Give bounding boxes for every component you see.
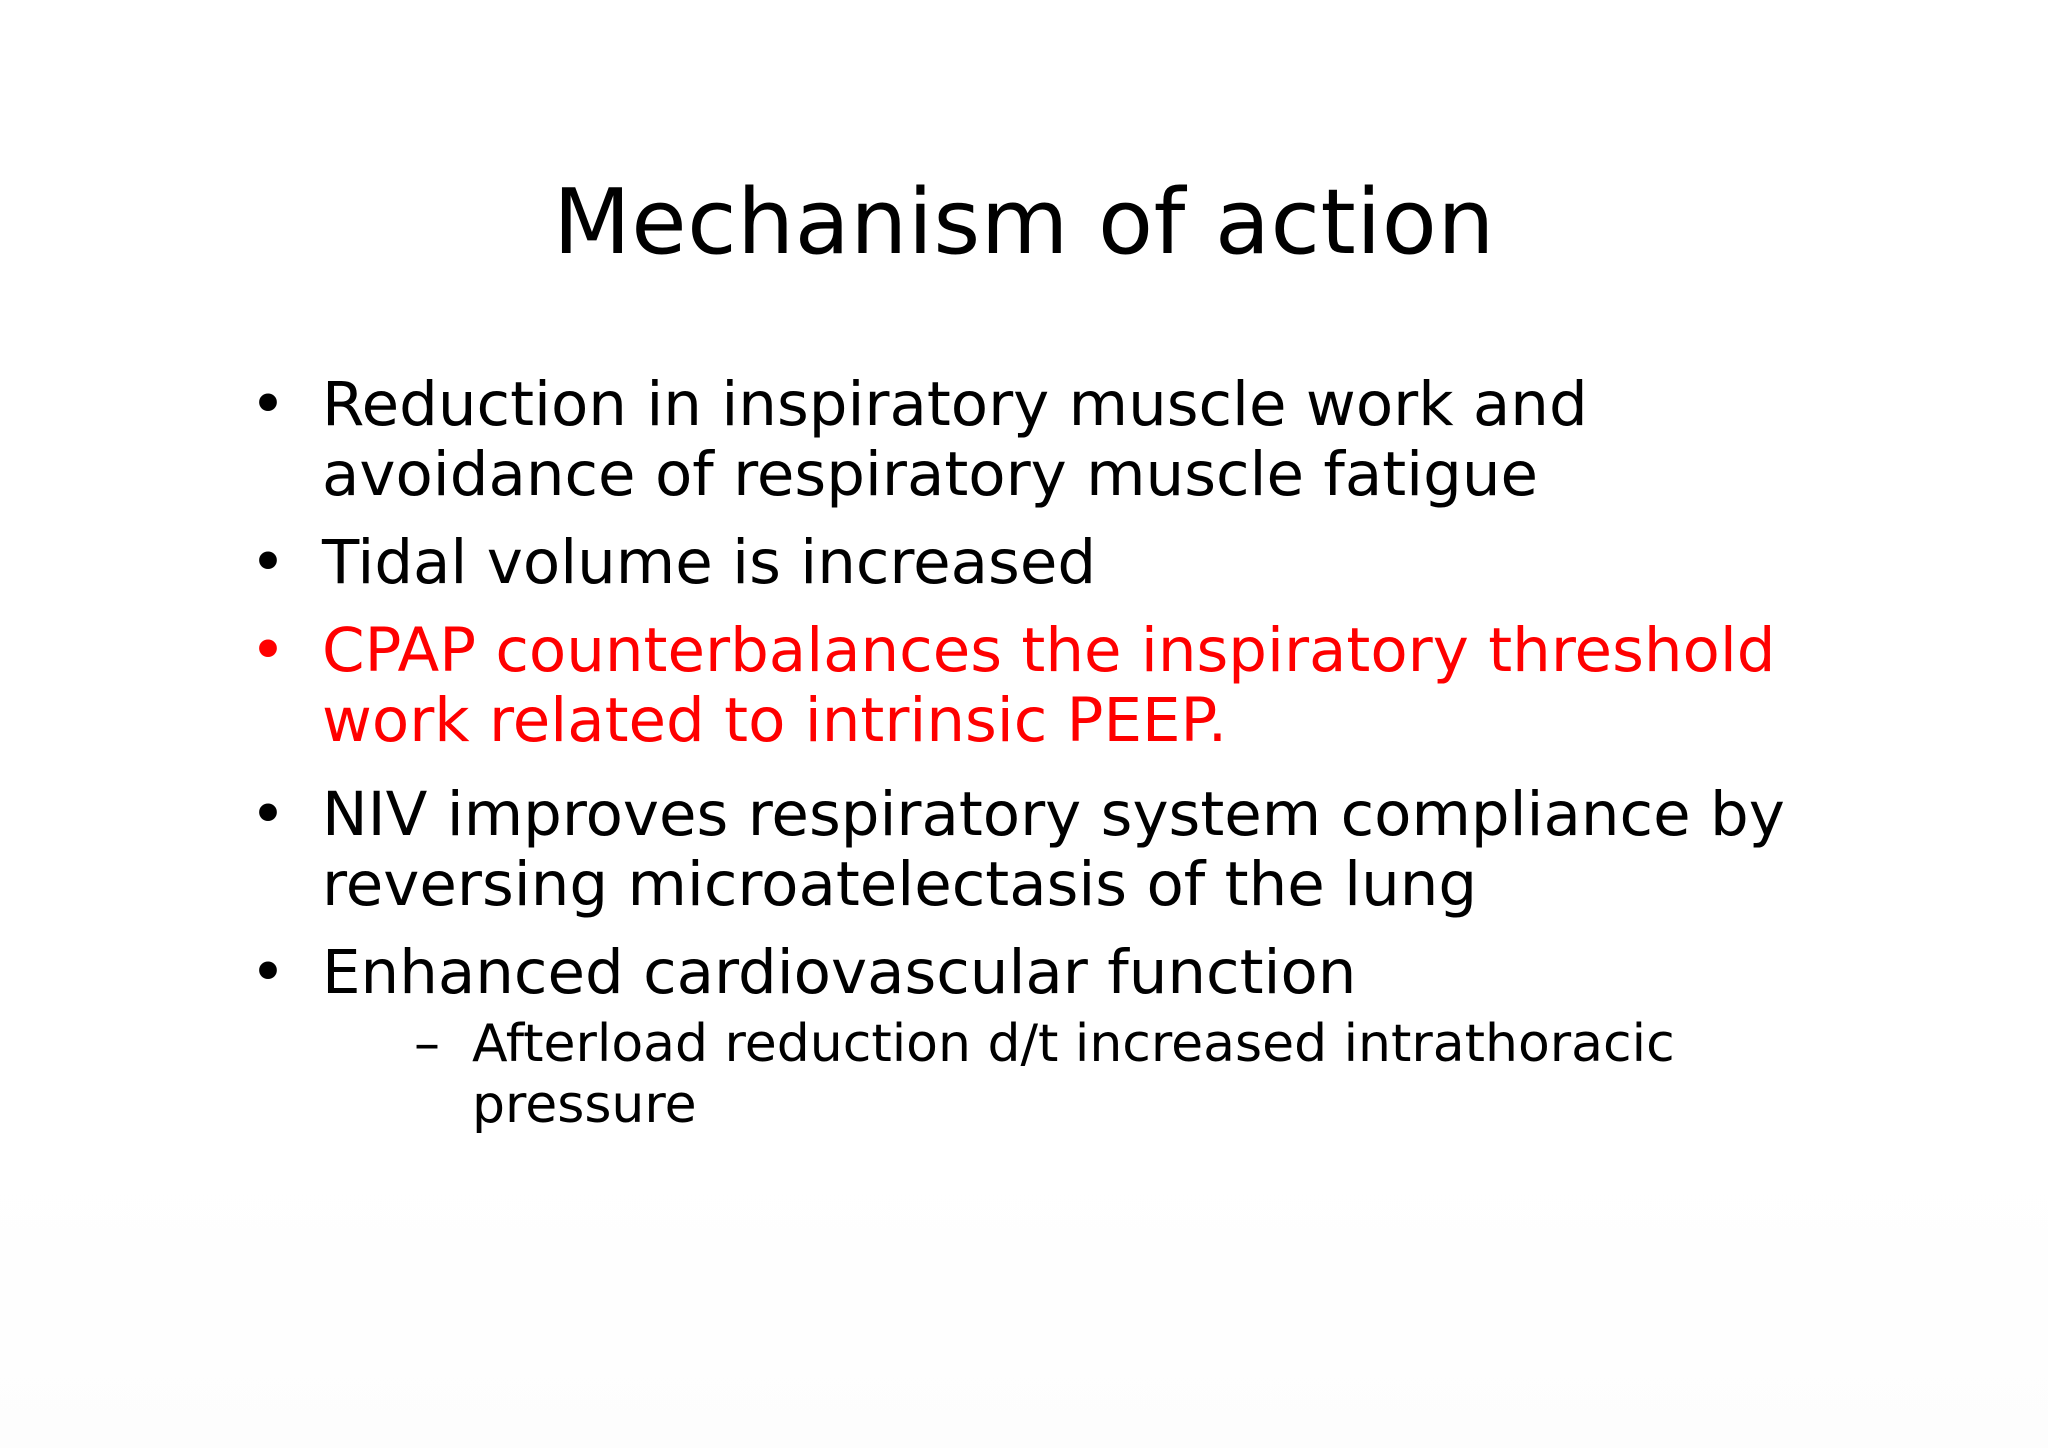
bullet-item <box>250 528 1810 598</box>
sub-bullet-marker: – <box>414 1014 440 1074</box>
bullet-item <box>250 938 1810 1136</box>
sub-bullet-item <box>322 1014 1810 1136</box>
bullet-marker: • <box>250 615 286 686</box>
bullet-text: Reduction in inspiratory muscle work and avoidance of respiratory muscle fatigue <box>322 369 1588 510</box>
slide-title: Mechanism of action <box>553 170 1495 275</box>
bullet-item <box>250 370 1810 510</box>
bullet-item-highlighted <box>250 616 1810 756</box>
sub-bullet-text: Afterload reduction d/t increased intrathoracic pressure <box>472 1014 1675 1135</box>
bullet-text: Tidal volume is increased <box>322 527 1097 598</box>
bullet-text: Enhanced cardiovascular function <box>322 937 1357 1008</box>
bullet-marker: • <box>250 369 286 440</box>
bullet-marker: • <box>250 937 286 1008</box>
bullet-text: NIV improves respiratory system compliance by reversing microatelectasis of the lung <box>322 779 1785 920</box>
bullet-text: CPAP counterbalances the inspiratory threshold work related to intrinsic PEEP. <box>322 615 1776 756</box>
bullet-marker: • <box>250 779 286 850</box>
bullet-item <box>250 780 1810 920</box>
bullet-list <box>250 370 1810 1154</box>
bullet-marker: • <box>250 527 286 598</box>
